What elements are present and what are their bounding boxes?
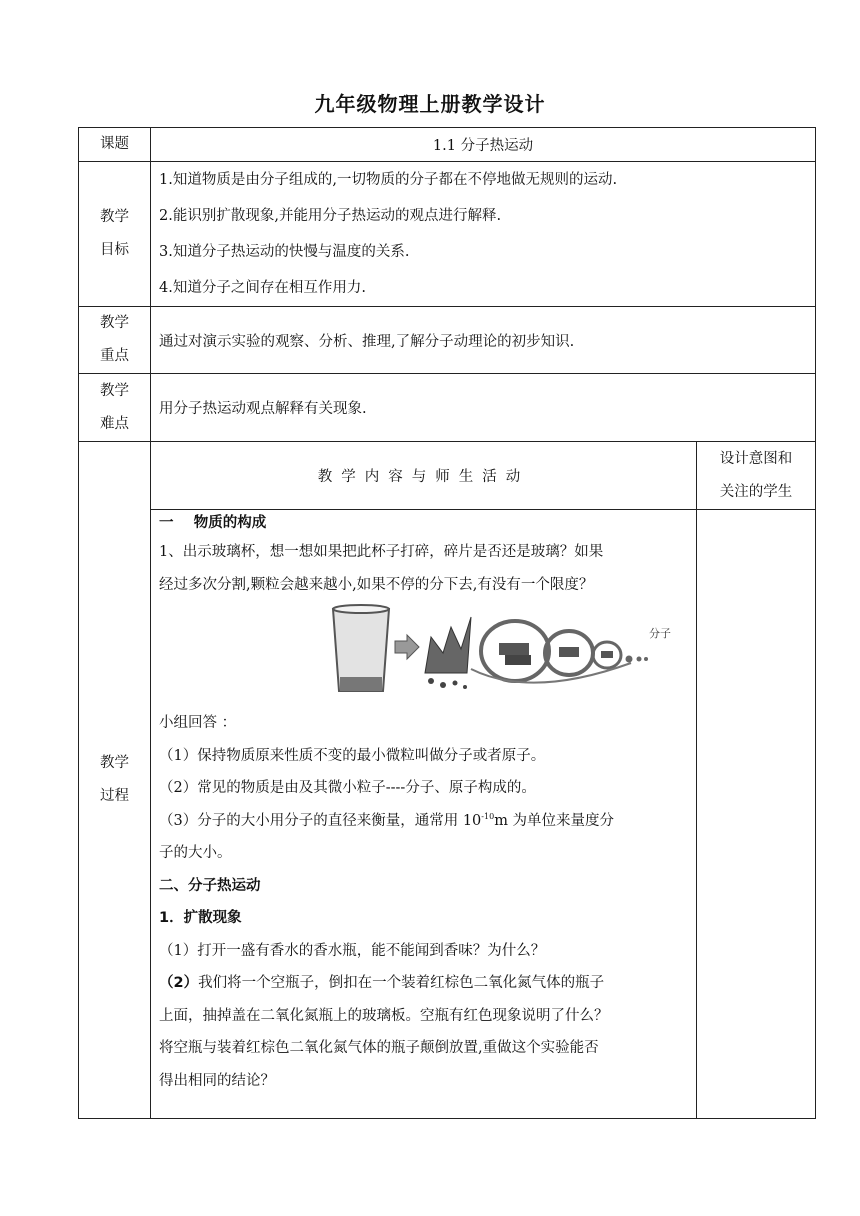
diffusion-q2: （2）我们将一个空瓶子，倒扣在一个装着红棕色二氧化氮气体的瓶子: [159, 975, 605, 991]
goals-list: [151, 162, 816, 307]
goal-item: 3.知道分子热运动的快慢与温度的关系.: [159, 244, 410, 260]
answer-1: （1）保持物质原来性质不变的最小微粒叫做分子或者原子。: [159, 747, 546, 764]
shard-pile-icon: [425, 617, 471, 673]
diffusion-q2-cont: 得出相同的结论？: [159, 1072, 275, 1089]
goal-item: 1.知道物质是由分子组成的,一切物质的分子都在不停地做无规则的运动.: [159, 172, 618, 188]
difficulties-label: 教学 难点: [79, 374, 151, 442]
key-points-row: [79, 307, 816, 374]
design-header: 设计意图和 关注的学生: [697, 442, 816, 510]
goal-item: 4.知道分子之间存在相互作用力.: [159, 280, 366, 296]
process-content-row: [79, 510, 816, 1119]
section1-title: 一 物质的构成: [159, 515, 267, 531]
process-label: 教学 过程: [79, 442, 151, 1119]
process-content: [151, 510, 697, 1119]
page-title: 九年级物理上册教学设计: [314, 92, 546, 116]
figure-label-molecule: 分子: [649, 627, 671, 640]
answer-3-cont: 子的大小。: [159, 845, 232, 861]
difficulties-text: 用分子热运动观点解释有关现象.: [151, 374, 816, 442]
topic-row: [79, 128, 816, 162]
question-text: 经过多次分割,颗粒会越来越小,如果不停的分下去,有没有一个限度？: [159, 576, 594, 593]
difficulties-row: [79, 374, 816, 442]
design-notes-cell: [697, 510, 816, 1119]
process-header-row: [79, 442, 816, 510]
goal-item: 2.能识别扩散现象,并能用分子热运动的观点进行解释.: [159, 208, 502, 224]
topic-label: 课题: [79, 128, 151, 162]
sub1-title: 1．扩散现象: [159, 910, 242, 926]
key-points-label: 教学 重点: [79, 307, 151, 374]
arrow-icon: [395, 635, 419, 659]
group-answer-label: 小组回答 ：: [159, 715, 237, 731]
glass-to-molecule-illustration: [331, 603, 671, 699]
diffusion-q2-cont: 将空瓶与装着红棕色二氧化氮气体的瓶子颠倒放置,重做这个实验能否: [159, 1040, 599, 1056]
section2-title: 二、分子热运动: [159, 877, 261, 894]
answer-3: （3）分子的大小用分子的直径来衡量，通常用 $10^{-10}m$ 为单位来量度分: [159, 811, 615, 829]
answer-2: （2）常见的物质是由及其微小粒子----分子、原子构成的。: [159, 780, 536, 796]
goals-label: 教学 目标: [79, 162, 151, 307]
content-header: 教学内容与师生活动: [151, 442, 697, 510]
goals-row: [79, 162, 816, 307]
diffusion-q1: （1）打开一盛有香水的香水瓶，能不能闻到香味？为什么？: [159, 942, 546, 959]
question-text: 1、出示玻璃杯，想一想如果把此杯子打碎，碎片是否还是玻璃？如果: [159, 544, 604, 560]
topic-value: 1.1 分子热运动: [151, 128, 816, 162]
lesson-plan-table: [78, 127, 816, 1119]
diffusion-q2-cont: 上面，抽掉盖在二氧化氮瓶上的玻璃板。空瓶有红色现象说明了什么？: [159, 1007, 609, 1024]
glass-breaking-figure: [159, 601, 688, 701]
key-points-text: 通过对演示实验的观察、分析、推理,了解分子动理论的初步知识.: [151, 307, 816, 374]
